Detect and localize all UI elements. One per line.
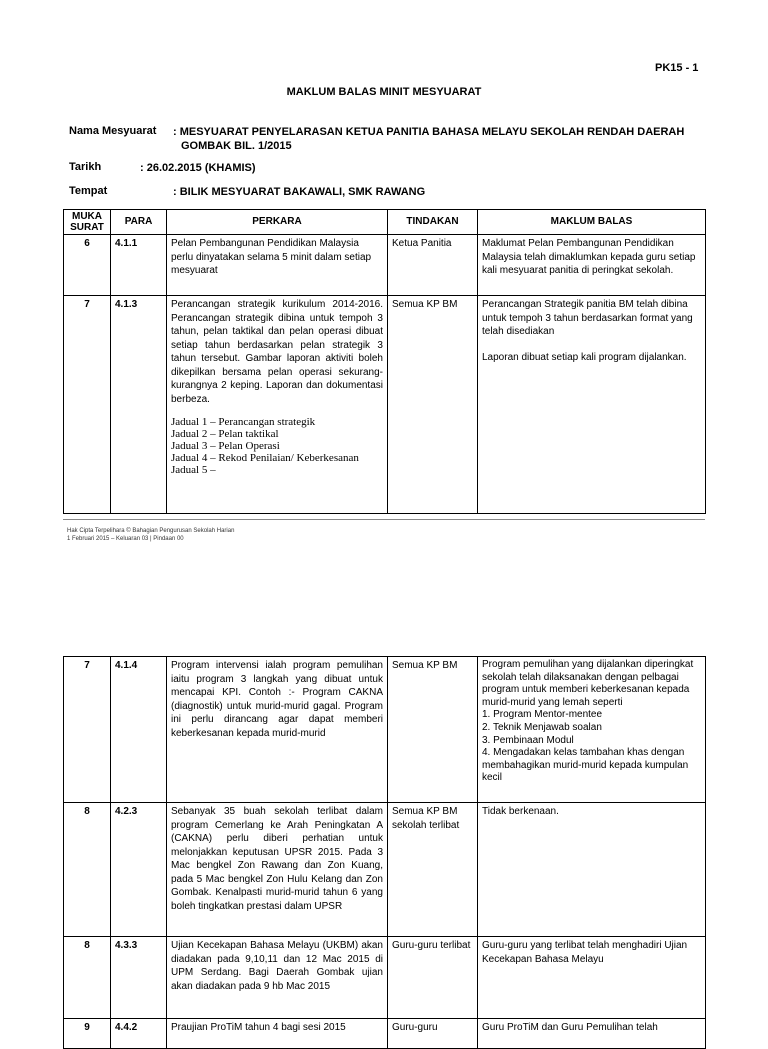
header-muka-surat: MUKA SURAT — [64, 210, 111, 235]
header-para: PARA — [111, 210, 167, 235]
footer-release: 1 Februari 2015 – Keluaran 03 | Pindaan 00 — [67, 536, 184, 542]
jadual-list — [171, 416, 383, 476]
tarikh-label: Tarikh — [69, 161, 102, 173]
maklum-balas-text: Laporan dibuat setiap kali program dijalankan. — [482, 351, 687, 363]
jadual-item: Jadual 4 – Rekod Penilaian/ Keberkesanan — [171, 452, 359, 464]
perkara-cell: Program intervensi ialah program pemulihan iaitu program 3 langkah yang dibuat untuk mencapai KPI. Contoh :- Program CAKNA (diagnostik) untuk murid-murid gagal. Program ini perlu dirancang agar dapat memberi keberkesanan kepada murid-murid — [167, 657, 388, 803]
maklum-balas-item: 4. Mengadakan kelas tambahan khas dengan membahagikan murid-murid kepada kumpulan kecil — [482, 747, 689, 784]
muka-surat-cell: 7 — [64, 657, 111, 803]
para-cell: 4.1.1 — [111, 235, 167, 296]
muka-surat-cell: 6 — [64, 235, 111, 296]
table-row — [64, 1019, 706, 1049]
tindakan-cell: Semua KP BM — [388, 296, 478, 514]
maklum-balas-cell: Guru-guru yang terlibat telah menghadiri Ujian Kecekapan Bahasa Melayu — [478, 937, 706, 1019]
maklum-balas-cell: Maklumat Pelan Pembangunan Pendidikan Malaysia telah dimaklumkan kepada guru setiap kali mesyuarat panitia di peringkat sekolah. — [478, 235, 706, 296]
nama-mesyuarat-label: Nama Mesyuarat — [69, 125, 157, 137]
perkara-cell: Praujian ProTiM tahun 4 bagi sesi 2015 — [167, 1019, 388, 1049]
tarikh-value: : 26.02.2015 (KHAMIS) — [140, 162, 256, 174]
maklum-balas-cell: Guru ProTiM dan Guru Pemulihan telah — [478, 1019, 706, 1049]
maklum-balas-item: 2. Teknik Menjawab soalan — [482, 721, 602, 733]
table-header-row — [64, 210, 706, 235]
perkara-cell — [167, 296, 388, 514]
maklum-balas-cell — [478, 296, 706, 514]
nama-mesyuarat-value-cont: GOMBAK BIL. 1/2015 — [181, 140, 292, 152]
tindakan-cell: Ketua Panitia — [388, 235, 478, 296]
header-maklum-balas: MAKLUM BALAS — [478, 210, 706, 235]
muka-surat-cell: 7 — [64, 296, 111, 514]
footer-copyright: Hak Cipta Terpelihara © Bahagian Pengurusan Sekolah Harian — [67, 528, 235, 534]
header-perkara: PERKARA — [167, 210, 388, 235]
tempat-label: Tempat — [69, 185, 108, 197]
tindakan-cell: Guru-guru — [388, 1019, 478, 1049]
table-row — [64, 235, 706, 296]
para-cell: 4.3.3 — [111, 937, 167, 1019]
jadual-item: Jadual 1 – Perancangan strategik — [171, 416, 316, 428]
para-cell: 4.1.3 — [111, 296, 167, 514]
jadual-item: Jadual 2 – Pelan taktikal — [171, 428, 279, 440]
table-row — [64, 296, 706, 514]
table-row — [64, 803, 706, 937]
jadual-item: Jadual 5 – — [171, 464, 216, 476]
tindakan-cell: Semua KP BM sekolah terlibat — [388, 803, 478, 937]
nama-mesyuarat-value: : MESYUARAT PENYELARASAN KETUA PANITIA BAHASA MELAYU SEKOLAH RENDAH DAERAH — [173, 126, 685, 138]
perkara-cell: Sebanyak 35 buah sekolah terlibat dalam program Cemerlang ke Arah Peningkatan A (CAKNA) perlu diberi perhatian untuk melonjakkan keputusan UPSR 2015. Pada 3 Mac bengkel Zon Rawang dan Zon Kuang, pada 5 Mac bengkel Zon Hulu Kelang dan Zon Gombak. Kenalpasti murid-murid tahun 6 yang boleh tingkatkan prestasi dalam UPSR — [167, 803, 388, 937]
muka-surat-cell: 8 — [64, 803, 111, 937]
tempat-value: : BILIK MESYUARAT BAKAWALI, SMK RAWANG — [173, 186, 426, 198]
perkara-text: Perancangan strategik kurikulum 2014-2016. Perancangan strategik dibina untuk tempoh 3 tahun, pelan taktikal dan pelan operasi dibuat setiap tahun berdasarkan pelan strategik 3 tahun tersebut. Gambar laporan aktiviti boleh dikepilkan bersama pelan operasi sekurang-kurangnya 2 keping. Laporan dan dokumentasi berbeza. — [171, 299, 383, 405]
footer-divider — [63, 519, 705, 520]
table-row — [64, 657, 706, 803]
muka-surat-cell: 8 — [64, 937, 111, 1019]
perkara-cell: Pelan Pembangunan Pendidikan Malaysia perlu dinyatakan selama 5 minit dalam setiap mesyuarat — [167, 235, 388, 296]
muka-surat-cell: 9 — [64, 1019, 111, 1049]
perkara-cell: Ujian Kecekapan Bahasa Melayu (UKBM) akan diadakan pada 9,10,11 dan 12 Mac 2015 di UPM Serdang. Bagi Daerah Gombak ujian akan diadakan pada 9 hb Mac 2015 — [167, 937, 388, 1019]
maklum-balas-cell — [478, 657, 706, 803]
tindakan-cell: Semua KP BM — [388, 657, 478, 803]
maklum-balas-item: 3. Pembinaan Modul — [482, 734, 574, 746]
document-code: PK15 - 1 — [655, 62, 699, 74]
maklum-balas-text: Program pemulihan yang dijalankan diperingkat sekolah telah dilaksanakan dengan pelbagai program untuk memberi keberkesanan kepada murid-murid yang lemah seperti — [482, 659, 694, 708]
minutes-table-page-1 — [63, 209, 706, 514]
table-row — [64, 937, 706, 1019]
minutes-table-page-2 — [63, 656, 706, 1049]
header-tindakan: TINDAKAN — [388, 210, 478, 235]
tindakan-cell: Guru-guru terlibat — [388, 937, 478, 1019]
para-cell: 4.1.4 — [111, 657, 167, 803]
jadual-item: Jadual 3 – Pelan Operasi — [171, 440, 280, 452]
para-cell: 4.2.3 — [111, 803, 167, 937]
maklum-balas-cell: Tidak berkenaan. — [478, 803, 706, 937]
page-title: MAKLUM BALAS MINIT MESYUARAT — [286, 86, 482, 98]
para-cell: 4.4.2 — [111, 1019, 167, 1049]
maklum-balas-item: 1. Program Mentor-mentee — [482, 709, 603, 721]
maklum-balas-text: Perancangan Strategik panitia BM telah dibina untuk tempoh 3 tahun berdasarkan format yang telah disediakan — [482, 299, 693, 337]
